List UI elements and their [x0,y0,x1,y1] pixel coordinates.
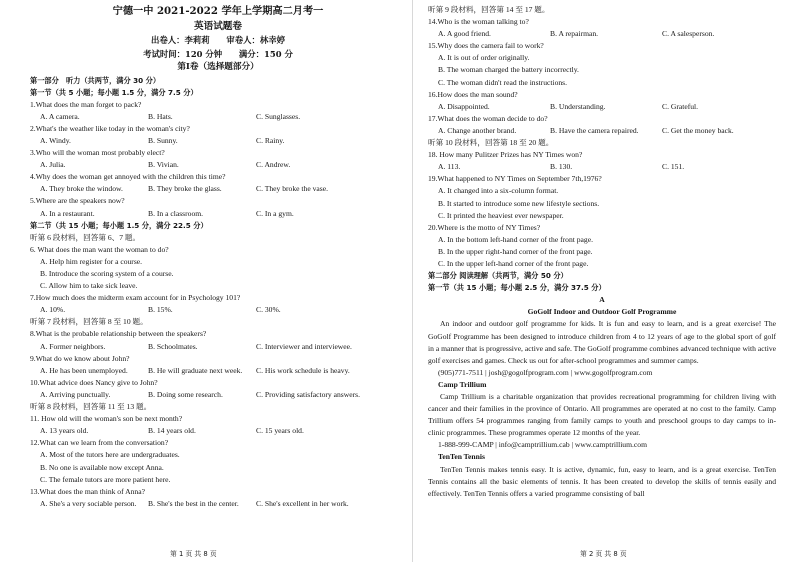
question-3: 3.Who will the woman most probably elect? [30,148,165,158]
material-9-note: 听第 9 段材料，回答第 14 至 17 题。 [428,5,550,14]
section1-heading: 第一节（共 5 小题；每小题 1.5 分，满分 7.5 分） [30,87,198,97]
passage-letter: A [599,295,605,305]
option-b[interactable]: B. Understanding. [550,101,606,111]
option-c[interactable]: C. Andrew. [256,160,291,170]
option-c[interactable]: C. They broke the vase. [256,184,328,194]
option-c[interactable]: C. 15 years old. [256,426,304,436]
trillium-text: Camp Trillium is a charitable organization that provides recreational programming for children living with cancer and their families in the province of Ontario. All programmes are operated at no cost to the family. Camp Trillium offers 54 programmes ranging from family camps to youth and preschool groups to day camps to in-clinic programmes. These programmes operate 12 months of the year. [428,392,776,438]
material-7-note: 听第 7 段材料，回答第 8 至 10 题。 [30,317,148,327]
option-c[interactable]: C. Grateful. [662,101,699,111]
question-9-options [30,365,406,377]
option-c[interactable]: C. 151. [662,162,685,172]
option-a[interactable]: A. Most of the tutors here are undergraduates. [40,450,180,460]
option-b[interactable]: B. Hats. [148,111,173,121]
option-b[interactable]: B. They broke the glass. [148,184,222,194]
trillium-contact: 1-888-999-CAMP | info@camptrillium.cab | www.camptrillium.com [438,440,647,450]
tennis-text: TenTen Tennis makes tennis easy. It is active, dynamic, fun, easy to learn, and is a great exercise. TenTen Tennis contains all the basic elements of tennis. It has been created to develop the skills of tennis easily and effectively. TenTen Tennis offers a varied programme consisting of ball [428,464,776,498]
option-c[interactable]: C. In a gym. [256,208,294,218]
page-footer-left: 第 1 页 共 8 页 [170,550,217,558]
option-a[interactable]: A. They broke the window. [40,184,123,194]
option-b[interactable]: B. 15%. [148,305,173,315]
exam-title: 宁德一中 2021-2022 学年上学期高二月考一 [112,5,324,17]
exam-time-score: 考试时间：120 分钟 满分：150 分 [143,48,293,59]
option-b[interactable]: B. Doing some research. [148,389,223,399]
question-11-options [30,425,406,437]
listening-heading: 第一部分 听力（共两节，满分 30 分） [30,75,161,85]
material-6-note: 听第 6 段材料，回答第 6、7 题。 [30,232,141,242]
question-5: 5.Where are the speakers now? [30,196,125,206]
question-16: 16.How does the man sound? [428,89,518,99]
question-18-options [428,161,776,173]
exam-authors: 出卷人：李莉莉 审卷人：林幸婷 [151,35,285,45]
question-11: 11. How old will the woman's son be next month? [30,414,183,424]
part-title: 第Ⅰ卷（选择题部分） [177,62,259,72]
material-8-note: 听第 8 段材料，回答第 11 至 13 题。 [30,402,152,412]
question-7: 7.How much does the midterm exam account for in Psychology 101? [30,293,241,303]
option-c[interactable]: C. The woman didn't read the instructions. [438,77,568,87]
option-a[interactable]: A. A camera. [40,111,80,121]
option-c[interactable]: C. She's excellent in her work. [256,498,349,508]
option-a[interactable]: A. Arriving punctually. [40,389,111,399]
option-a[interactable]: A. It is out of order originally. [438,53,530,63]
question-1: 1.What does the man forget to pack? [30,99,142,109]
question-17-options [428,125,776,137]
option-c[interactable]: C. His work schedule is heavy. [256,365,350,375]
page-footer-right: 第 2 页 共 8 页 [580,550,627,558]
option-a[interactable]: A. Former neighbors. [40,341,106,351]
option-b[interactable]: B. Have the camera repaired. [550,125,639,135]
question-12: 12.What can we learn from the conversation? [30,438,169,448]
option-b[interactable]: B. 14 years old. [148,426,196,436]
trillium-title: Camp Trillium [438,379,487,389]
question-1-options [30,111,406,123]
option-b[interactable]: B. A repairman. [550,29,599,39]
option-a[interactable]: A. He has been unemployed. [40,365,128,375]
tennis-title: TenTen Tennis [438,452,485,462]
question-19: 19.What happened to NY Times on September 7th,1976? [428,174,602,184]
option-b[interactable]: B. No one is available now except Anna. [40,462,164,472]
question-8: 8.What is the probable relationship between the speakers? [30,329,207,339]
option-c[interactable]: C. Interviewer and interviewee. [256,341,352,351]
option-a[interactable]: A. A good friend. [438,29,491,39]
option-b[interactable]: B. She's the best in the center. [148,498,239,508]
option-a[interactable]: A. Disappointed. [438,101,490,111]
question-8-options [30,341,406,353]
option-c[interactable]: C. Allow him to take sick leave. [40,281,138,291]
exam-subtitle: 英语试题卷 [194,21,242,32]
question-14: 14.Who is the woman talking to? [428,17,529,27]
question-14-options [428,28,776,40]
option-b[interactable]: B. 130. [550,162,573,172]
option-c[interactable]: C. Rainy. [256,135,285,145]
option-c[interactable]: C. In the upper left-hand corner of the front page. [438,258,589,268]
option-b[interactable]: B. Vivian. [148,160,179,170]
question-4: 4.Why does the woman get annoyed with the children this time? [30,172,226,182]
option-a[interactable]: A. Windy. [40,135,71,145]
option-c[interactable]: C. It printed the heaviest ever newspaper. [438,210,564,220]
option-b[interactable]: B. In the upper right-hand corner of the front page. [438,246,593,256]
option-c[interactable]: C. Providing satisfactory answers. [256,389,360,399]
option-b[interactable]: B. It started to introduce some new lifestyle sections. [438,198,600,208]
question-5-options [30,208,406,220]
option-a[interactable]: A. Julia. [40,160,66,170]
question-10-options [30,389,406,401]
option-a[interactable]: A. She's a very sociable person. [40,498,137,508]
question-17: 17.What does the woman decide to do? [428,113,548,123]
option-a[interactable]: A. It changed into a six-column format. [438,186,559,196]
gogolf-text: An indoor and outdoor golf programme for kids. It is fun and easy to learn, and is a great exercise! The GoGolf Programme has been designed to introduce children from 4 to 12 years of age to the global sport of golf in a manner that is progressive, active and safe. The GoGolf programme combines advanced technique with active golf exercises and games. Check us out for after-school programmes and summer camps. [428,319,776,365]
option-b[interactable]: B. He will graduate next week. [148,365,243,375]
section2-heading: 第二节（共 15 小题；每小题 1.5 分，满分 22.5 分） [30,220,208,230]
question-20: 20.Where is the motto of NY Times? [428,222,541,232]
option-a[interactable]: A. 13 years old. [40,426,89,436]
question-13: 13.What does the man think of Anna? [30,486,145,496]
option-c[interactable]: C. 30%. [256,305,281,315]
option-c[interactable]: C. Get the money back. [662,125,734,135]
question-18: 18. How many Pulitzer Prizes has NY Times won? [428,150,583,160]
option-c[interactable]: C. The female tutors are more patient here. [40,474,171,484]
question-9: 9.What do we know about John? [30,353,130,363]
question-4-options [30,183,406,195]
reading-heading: 第二部分 阅读理解（共两节，满分 50 分） [428,271,568,281]
question-3-options [30,159,406,171]
material-10-note: 听第 10 段材料，回答第 18 至 20 题。 [428,138,554,148]
option-b[interactable]: B. In a classroom. [148,208,204,218]
gogolf-title: GoGolf Indoor and Outdoor Golf Programme [527,307,677,317]
option-c[interactable]: C. A salesperson. [662,29,715,39]
option-b[interactable]: B. Introduce the scoring system of a course. [40,269,174,278]
option-b[interactable]: B. Sunny. [148,135,178,145]
gogolf-contact: (905)771-7511 | josh@gogolfprogram.com | www.gogolfprogram.com [438,367,653,377]
question-16-options [428,101,776,113]
question-7-options [30,304,406,316]
option-c[interactable]: C. Sunglasses. [256,111,301,121]
option-a[interactable]: A. 10%. [40,305,66,315]
question-15: 15.Why does the camera fail to work? [428,41,544,51]
question-6: 6. What does the man want the woman to do? [30,244,169,254]
option-a[interactable]: A. In the bottom left-hand corner of the front page. [438,234,593,244]
question-2: 2.What's the weather like today in the woman's city? [30,123,190,133]
option-a[interactable]: A. Help him register for a course. [40,256,143,266]
option-a[interactable]: A. Change another brand. [438,125,517,135]
question-2-options [30,135,406,147]
reading-section1-heading: 第一节（共 15 小题；每小题 2.5 分，满分 37.5 分） [428,283,606,293]
option-a[interactable]: A. In a restaurant. [40,208,95,218]
question-13-options [30,498,406,510]
question-10: 10.What advice does Nancy give to John? [30,377,158,387]
option-b[interactable]: B. Schoolmates. [148,341,198,351]
option-b[interactable]: B. The woman charged the battery incorrectly. [438,65,579,75]
option-a[interactable]: A. 113. [438,162,461,172]
right-page [418,0,794,562]
